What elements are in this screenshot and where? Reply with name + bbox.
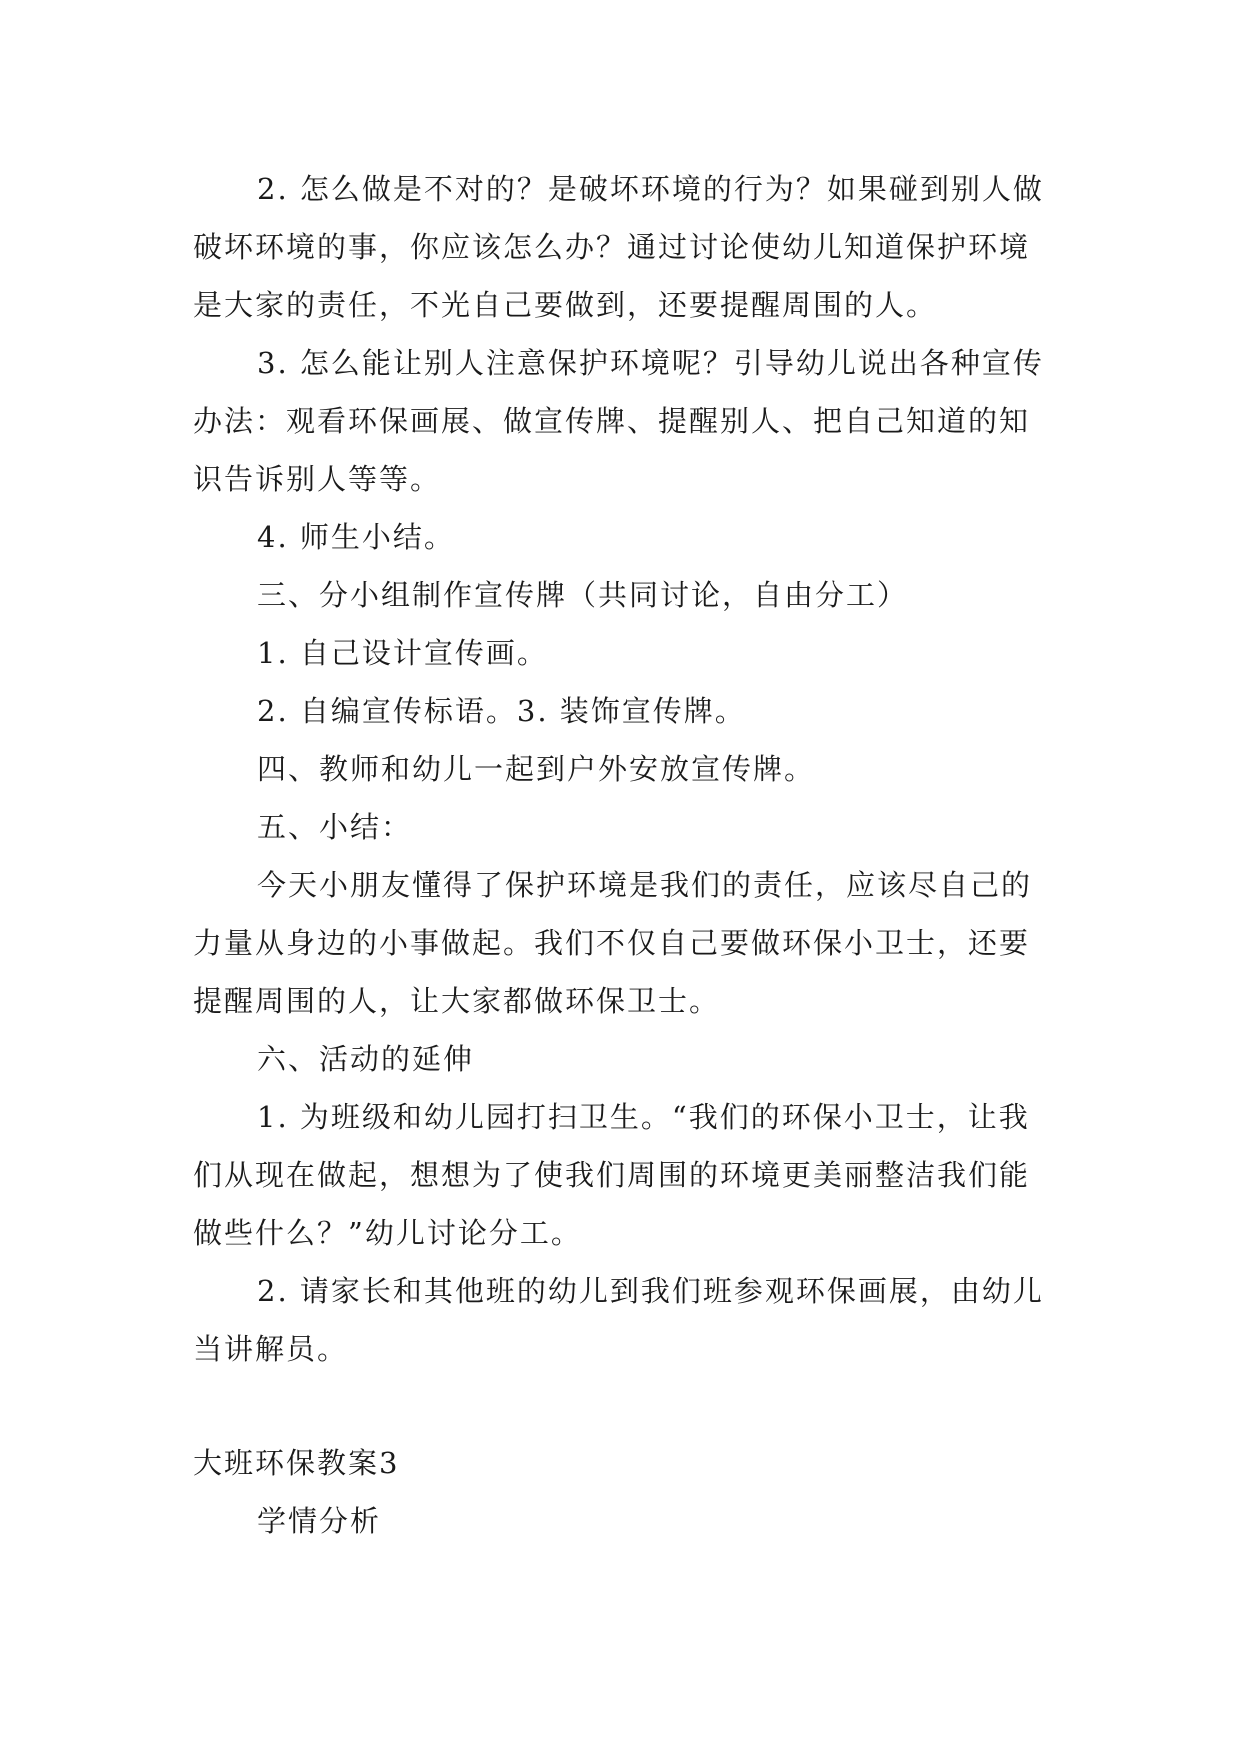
section-heading: 三、分小组制作宣传牌（共同讨论，自由分工）	[257, 578, 909, 612]
document-body	[193, 160, 1055, 1550]
section-heading: 五、小结：	[257, 810, 413, 844]
section-heading: 四、教师和幼儿一起到户外安放宣传牌。	[257, 752, 816, 786]
paragraph: 3. 怎么能让别人注意保护环境呢？引导幼儿说出各种宣传办法：观看环保画展、做宣传牌、提醒别人、把自己知道的知识告诉别人等等。	[193, 346, 1044, 496]
paragraph: 2. 请家长和其他班的幼儿到我们班参观环保画展，由幼儿当讲解员。	[193, 1274, 1044, 1366]
paragraph: 1. 为班级和幼儿园打扫卫生。“我们的环保小卫士，让我们从现在做起，想想为了使我们周围的环境更美丽整洁我们能做些什么？”幼儿讨论分工。	[193, 1100, 1031, 1250]
paragraph: 今天小朋友懂得了保护环境是我们的责任，应该尽自己的力量从身边的小事做起。我们不仅自己要做环保小卫士，还要提醒周围的人，让大家都做环保卫士。	[193, 868, 1033, 1018]
paragraph: 2. 自编宣传标语。3. 装饰宣传牌。	[257, 694, 746, 728]
paragraph: 2. 怎么做是不对的？是破坏环境的行为？如果碰到别人做破坏环境的事，你应该怎么办？通过讨论使幼儿知道保护环境是大家的责任，不光自己要做到，还要提醒周围的人。	[193, 172, 1044, 322]
document-section-title: 大班环保教案3	[193, 1446, 400, 1480]
paragraph: 1. 自己设计宣传画。	[257, 636, 548, 670]
paragraph: 4. 师生小结。	[257, 520, 455, 554]
section-heading: 学情分析	[257, 1504, 382, 1538]
section-heading: 六、活动的延伸	[257, 1042, 475, 1076]
section-gap	[193, 1378, 1055, 1434]
